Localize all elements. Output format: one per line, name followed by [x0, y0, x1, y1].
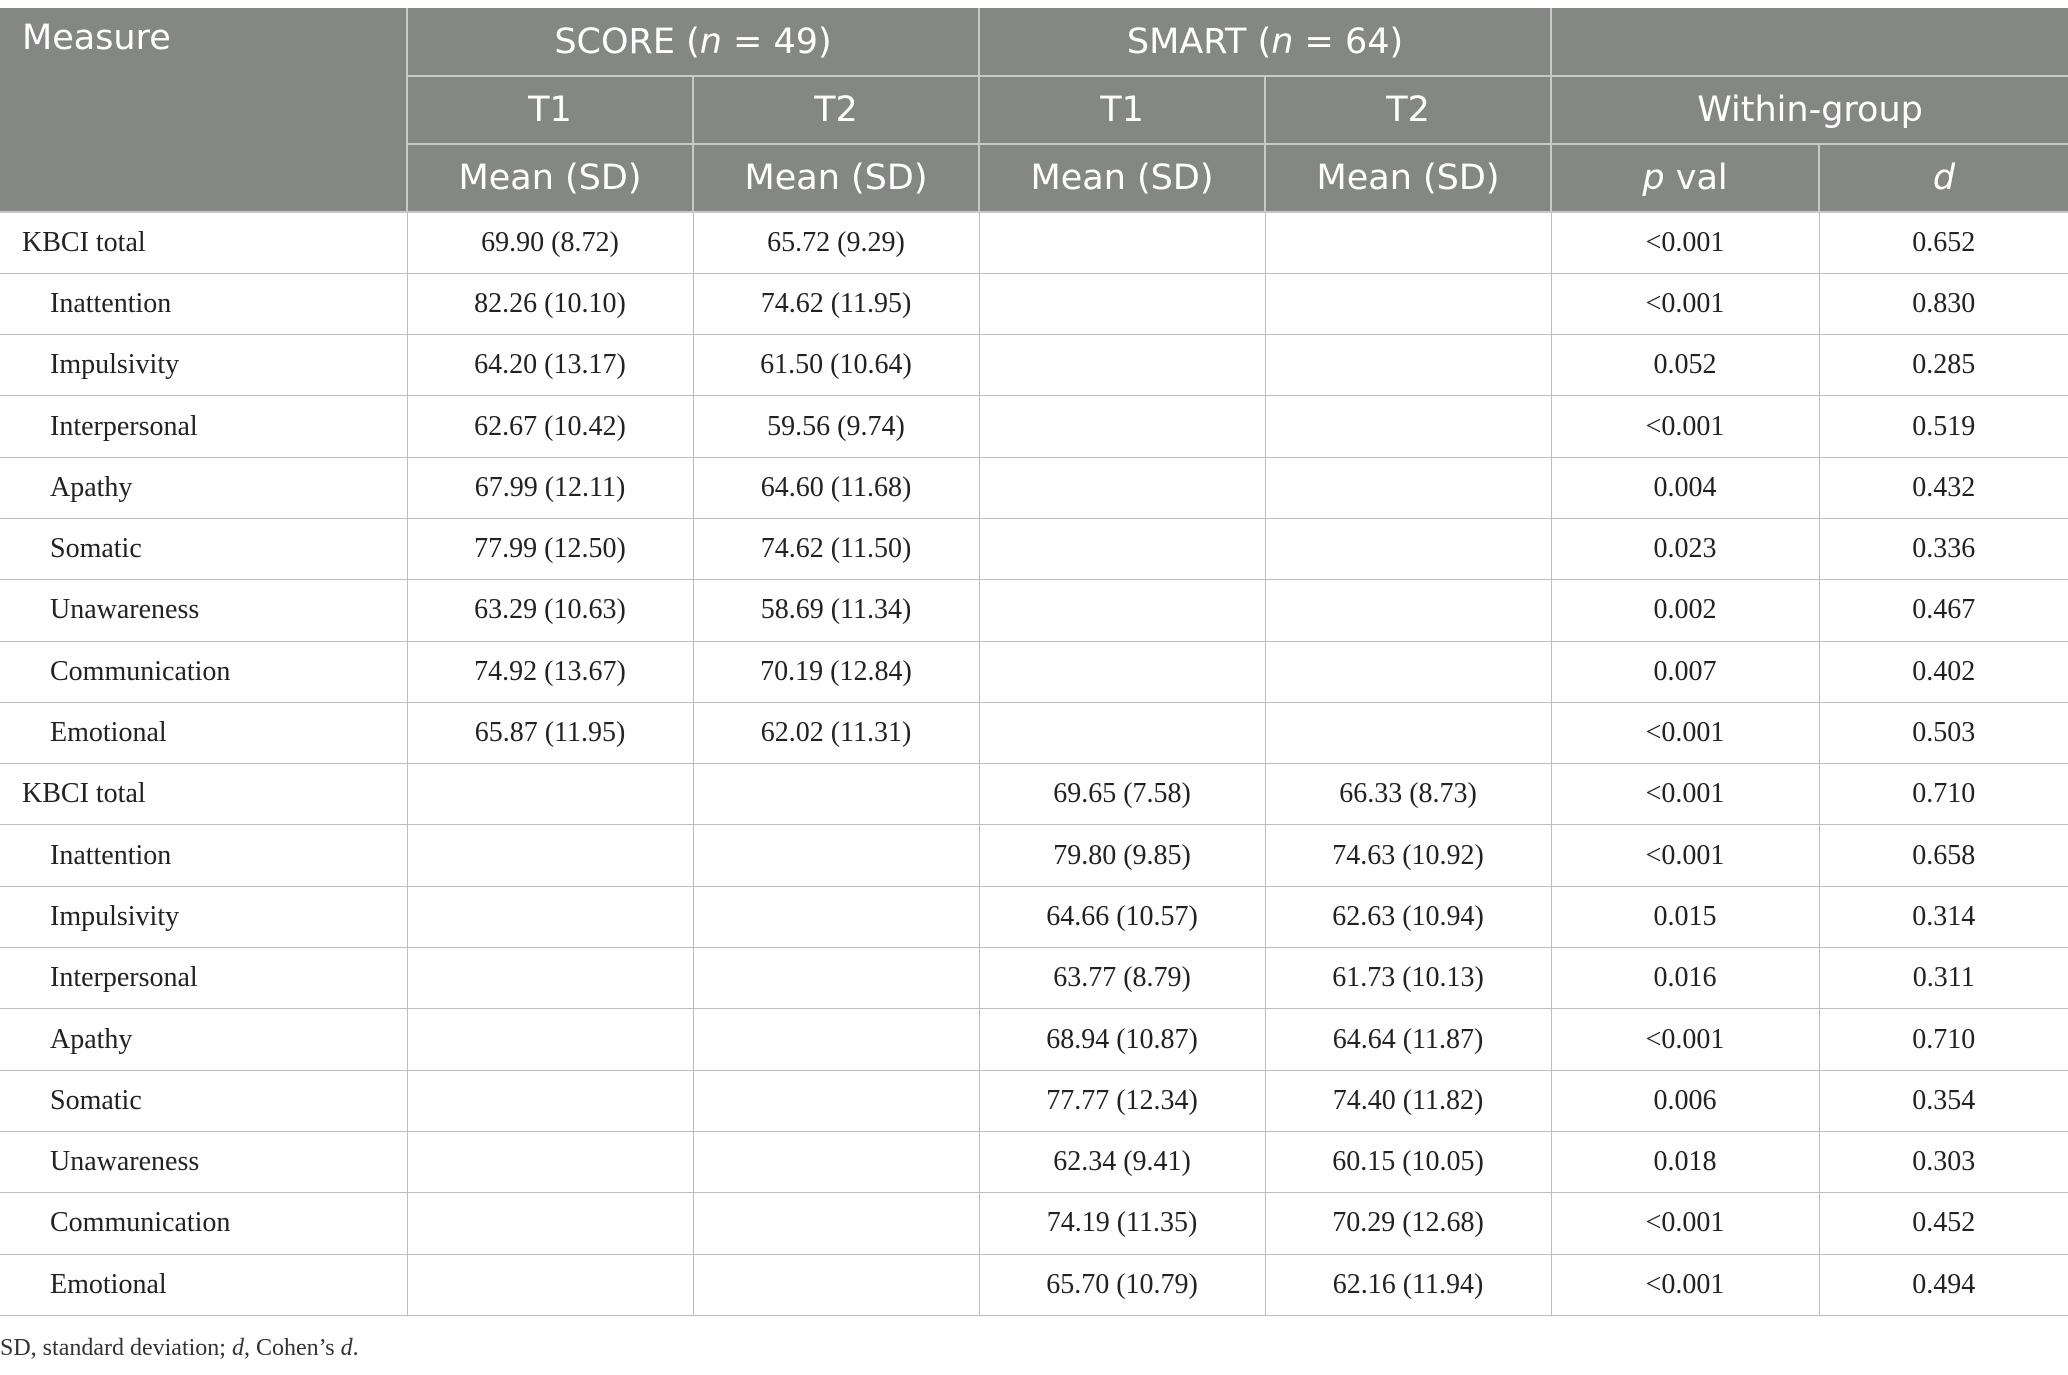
p-value-cell: 0.015 — [1551, 886, 1819, 947]
measure-cell: KBCI total — [0, 764, 407, 825]
table-row — [0, 641, 2068, 702]
effect-size-cell: 0.303 — [1819, 1131, 2068, 1192]
table-row — [0, 518, 2068, 579]
score-t2-cell — [693, 1131, 979, 1192]
smart-t1-cell: 79.80 (9.85) — [979, 825, 1265, 886]
smart-t1-cell: 63.77 (8.79) — [979, 948, 1265, 1009]
effect-size-header: d — [1819, 144, 2068, 212]
p-value-cell: 0.002 — [1551, 580, 1819, 641]
p-value-cell: 0.023 — [1551, 518, 1819, 579]
smart-t2-cell: 64.64 (11.87) — [1265, 1009, 1551, 1070]
score-t1-cell — [407, 825, 693, 886]
p-value-cell: <0.001 — [1551, 702, 1819, 763]
smart-group-header: SMART (n = 64) — [979, 8, 1551, 76]
score-t2-cell: 59.56 (9.74) — [693, 396, 979, 457]
p-value-cell: <0.001 — [1551, 273, 1819, 334]
effect-size-cell: 0.311 — [1819, 948, 2068, 1009]
smart-t1-cell: 65.70 (10.79) — [979, 1254, 1265, 1315]
score-t1-cell — [407, 886, 693, 947]
measure-column-header: Measure — [0, 8, 407, 212]
measure-cell: Impulsivity — [0, 886, 407, 947]
effect-size-cell: 0.652 — [1819, 212, 2068, 273]
p-value-cell: <0.001 — [1551, 764, 1819, 825]
table-row — [0, 457, 2068, 518]
table-row — [0, 273, 2068, 334]
p-value-cell: 0.006 — [1551, 1070, 1819, 1131]
score-t2-cell — [693, 886, 979, 947]
table-row — [0, 335, 2068, 396]
score-t1-cell: 62.67 (10.42) — [407, 396, 693, 457]
table-row — [0, 948, 2068, 1009]
score-t1-cell: 69.90 (8.72) — [407, 212, 693, 273]
effect-size-cell: 0.285 — [1819, 335, 2068, 396]
smart-t1-cell — [979, 702, 1265, 763]
score-t2-header: T2 — [693, 76, 979, 144]
effect-size-cell: 0.354 — [1819, 1070, 2068, 1131]
smart-t1-cell — [979, 457, 1265, 518]
measure-cell: Communication — [0, 1193, 407, 1254]
p-value-header: p val — [1551, 144, 1819, 212]
score-t2-cell — [693, 948, 979, 1009]
effect-size-cell: 0.658 — [1819, 825, 2068, 886]
measure-cell: Apathy — [0, 457, 407, 518]
smart-t1-cell — [979, 580, 1265, 641]
measure-cell: Somatic — [0, 518, 407, 579]
score-t2-cell — [693, 825, 979, 886]
measure-cell: Somatic — [0, 1070, 407, 1131]
table-row — [0, 1131, 2068, 1192]
measure-cell: Interpersonal — [0, 396, 407, 457]
effect-size-cell: 0.452 — [1819, 1193, 2068, 1254]
smart-t2-cell: 70.29 (12.68) — [1265, 1193, 1551, 1254]
smart-t2-cell — [1265, 702, 1551, 763]
measure-cell: Inattention — [0, 273, 407, 334]
smart-t1-cell: 69.65 (7.58) — [979, 764, 1265, 825]
effect-size-cell: 0.336 — [1819, 518, 2068, 579]
smart-t2-cell — [1265, 212, 1551, 273]
smart-t1-header: T1 — [979, 76, 1265, 144]
score-t2-cell: 62.02 (11.31) — [693, 702, 979, 763]
smart-t1-mean-sd-header: Mean (SD) — [979, 144, 1265, 212]
table-footnote: SD, standard deviation; d, Cohen’s d. — [0, 1335, 359, 1361]
score-t1-cell — [407, 948, 693, 1009]
score-group-header: SCORE (n = 49) — [407, 8, 979, 76]
table-header — [0, 8, 2068, 212]
score-t2-cell: 74.62 (11.95) — [693, 273, 979, 334]
score-t1-cell — [407, 1009, 693, 1070]
p-value-cell: 0.016 — [1551, 948, 1819, 1009]
score-t1-cell: 64.20 (13.17) — [407, 335, 693, 396]
score-t2-cell — [693, 764, 979, 825]
smart-t2-mean-sd-header: Mean (SD) — [1265, 144, 1551, 212]
table-row — [0, 396, 2068, 457]
smart-t2-cell — [1265, 273, 1551, 334]
p-value-cell: 0.052 — [1551, 335, 1819, 396]
smart-t1-cell — [979, 273, 1265, 334]
score-t1-cell: 82.26 (10.10) — [407, 273, 693, 334]
smart-t2-cell: 61.73 (10.13) — [1265, 948, 1551, 1009]
table-row — [0, 1193, 2068, 1254]
blank-group-header — [1551, 8, 2068, 76]
p-value-cell: <0.001 — [1551, 212, 1819, 273]
score-t2-cell — [693, 1009, 979, 1070]
p-value-cell: 0.004 — [1551, 457, 1819, 518]
score-t2-cell: 61.50 (10.64) — [693, 335, 979, 396]
effect-size-cell: 0.402 — [1819, 641, 2068, 702]
p-value-cell: <0.001 — [1551, 1254, 1819, 1315]
p-value-cell: <0.001 — [1551, 825, 1819, 886]
measure-cell: Impulsivity — [0, 335, 407, 396]
measure-cell: Emotional — [0, 1254, 407, 1315]
score-t2-cell — [693, 1070, 979, 1131]
smart-t2-cell — [1265, 396, 1551, 457]
effect-size-cell: 0.494 — [1819, 1254, 2068, 1315]
table-row — [0, 1009, 2068, 1070]
score-t1-header: T1 — [407, 76, 693, 144]
smart-t2-cell — [1265, 518, 1551, 579]
effect-size-cell: 0.830 — [1819, 273, 2068, 334]
smart-t1-cell: 64.66 (10.57) — [979, 886, 1265, 947]
effect-size-cell: 0.710 — [1819, 764, 2068, 825]
smart-t1-cell: 74.19 (11.35) — [979, 1193, 1265, 1254]
p-value-cell: 0.007 — [1551, 641, 1819, 702]
smart-t1-cell — [979, 212, 1265, 273]
effect-size-cell: 0.467 — [1819, 580, 2068, 641]
smart-t2-cell: 62.63 (10.94) — [1265, 886, 1551, 947]
effect-size-cell: 0.519 — [1819, 396, 2068, 457]
score-t2-cell: 64.60 (11.68) — [693, 457, 979, 518]
smart-t1-cell: 68.94 (10.87) — [979, 1009, 1265, 1070]
table-row — [0, 886, 2068, 947]
score-t2-cell: 70.19 (12.84) — [693, 641, 979, 702]
smart-t1-cell — [979, 641, 1265, 702]
score-t1-cell: 63.29 (10.63) — [407, 580, 693, 641]
effect-size-cell: 0.314 — [1819, 886, 2068, 947]
score-t1-cell: 65.87 (11.95) — [407, 702, 693, 763]
p-value-cell: <0.001 — [1551, 1193, 1819, 1254]
effect-size-cell: 0.710 — [1819, 1009, 2068, 1070]
p-value-cell: <0.001 — [1551, 1009, 1819, 1070]
smart-t1-cell — [979, 396, 1265, 457]
measure-cell: Unawareness — [0, 580, 407, 641]
score-t1-cell — [407, 1193, 693, 1254]
table-body — [0, 212, 2068, 1315]
smart-t2-cell — [1265, 580, 1551, 641]
table-row — [0, 702, 2068, 763]
table-row — [0, 825, 2068, 886]
smart-t2-cell — [1265, 457, 1551, 518]
table-row — [0, 580, 2068, 641]
score-t1-cell — [407, 764, 693, 825]
header-row-groups — [0, 8, 2068, 76]
effect-size-cell: 0.503 — [1819, 702, 2068, 763]
smart-t2-cell: 74.40 (11.82) — [1265, 1070, 1551, 1131]
score-t1-mean-sd-header: Mean (SD) — [407, 144, 693, 212]
within-group-header: Within-group — [1551, 76, 2068, 144]
measure-cell: Apathy — [0, 1009, 407, 1070]
smart-t1-cell: 62.34 (9.41) — [979, 1131, 1265, 1192]
smart-t2-cell: 66.33 (8.73) — [1265, 764, 1551, 825]
measure-cell: KBCI total — [0, 212, 407, 273]
score-t2-cell — [693, 1254, 979, 1315]
table-row — [0, 212, 2068, 273]
measure-cell: Emotional — [0, 702, 407, 763]
measure-cell: Interpersonal — [0, 948, 407, 1009]
score-t1-cell — [407, 1131, 693, 1192]
smart-t2-header: T2 — [1265, 76, 1551, 144]
smart-t2-cell — [1265, 335, 1551, 396]
measure-cell: Unawareness — [0, 1131, 407, 1192]
measure-cell: Inattention — [0, 825, 407, 886]
smart-t1-cell: 77.77 (12.34) — [979, 1070, 1265, 1131]
results-table — [0, 8, 2068, 1316]
score-t1-cell: 67.99 (12.11) — [407, 457, 693, 518]
effect-size-cell: 0.432 — [1819, 457, 2068, 518]
table-row — [0, 1254, 2068, 1315]
smart-t2-cell: 62.16 (11.94) — [1265, 1254, 1551, 1315]
score-t2-mean-sd-header: Mean (SD) — [693, 144, 979, 212]
smart-t1-cell — [979, 335, 1265, 396]
smart-t2-cell — [1265, 641, 1551, 702]
score-t2-cell: 74.62 (11.50) — [693, 518, 979, 579]
smart-t1-cell — [979, 518, 1265, 579]
score-t2-cell: 58.69 (11.34) — [693, 580, 979, 641]
score-t2-cell — [693, 1193, 979, 1254]
score-t1-cell: 74.92 (13.67) — [407, 641, 693, 702]
measure-cell: Communication — [0, 641, 407, 702]
score-t1-cell — [407, 1070, 693, 1131]
score-t1-cell — [407, 1254, 693, 1315]
p-value-cell: <0.001 — [1551, 396, 1819, 457]
smart-t2-cell: 60.15 (10.05) — [1265, 1131, 1551, 1192]
score-t2-cell: 65.72 (9.29) — [693, 212, 979, 273]
table-row — [0, 1070, 2068, 1131]
smart-t2-cell: 74.63 (10.92) — [1265, 825, 1551, 886]
table-row — [0, 764, 2068, 825]
p-value-cell: 0.018 — [1551, 1131, 1819, 1192]
score-t1-cell: 77.99 (12.50) — [407, 518, 693, 579]
